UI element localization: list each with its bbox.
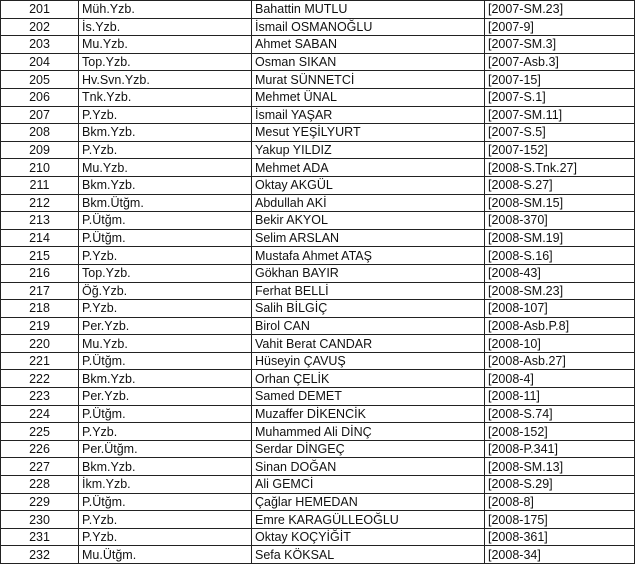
table-row — [1, 528, 635, 546]
reference-code-cell: [2008-S.29] — [485, 476, 635, 494]
reference-code-cell: [2008-43] — [485, 264, 635, 282]
row-number-cell: 223 — [1, 388, 79, 406]
table-row — [1, 1, 635, 19]
rank-cell: P.Yzb. — [79, 528, 252, 546]
reference-code-cell: [2008-Asb.27] — [485, 352, 635, 370]
reference-code-cell: [2007-SM.11] — [485, 106, 635, 124]
person-name-cell: Emre KARAGÜLLEOĞLU — [252, 511, 485, 529]
person-name-cell: Ferhat BELLİ — [252, 282, 485, 300]
person-name-cell: Salih BİLGİÇ — [252, 300, 485, 318]
person-name-cell: Bekir AKYOL — [252, 212, 485, 230]
reference-code-cell: [2008-Asb.P.8] — [485, 317, 635, 335]
row-number-cell: 221 — [1, 352, 79, 370]
reference-code-cell: [2008-34] — [485, 546, 635, 564]
rank-cell: Bkm.Ütğm. — [79, 194, 252, 212]
rank-cell: Bkm.Yzb. — [79, 370, 252, 388]
table-row — [1, 229, 635, 247]
reference-code-cell: [2007-15] — [485, 71, 635, 89]
rank-cell: P.Ütğm. — [79, 405, 252, 423]
table-row — [1, 194, 635, 212]
reference-code-cell: [2008-P.341] — [485, 440, 635, 458]
reference-code-cell: [2008-152] — [485, 423, 635, 441]
table-row — [1, 212, 635, 230]
person-name-cell: Samed DEMET — [252, 388, 485, 406]
table-row — [1, 141, 635, 159]
table-row — [1, 18, 635, 36]
reference-code-cell: [2008-S.Tnk.27] — [485, 159, 635, 177]
person-name-cell: Ahmet SABAN — [252, 36, 485, 54]
rank-cell: Tnk.Yzb. — [79, 88, 252, 106]
reference-code-cell: [2007-SM.3] — [485, 36, 635, 54]
table-row — [1, 36, 635, 54]
person-name-cell: İsmail OSMANOĞLU — [252, 18, 485, 36]
row-number-cell: 230 — [1, 511, 79, 529]
table-row — [1, 176, 635, 194]
table-row — [1, 317, 635, 335]
row-number-cell: 219 — [1, 317, 79, 335]
table-row — [1, 264, 635, 282]
rank-cell: Hv.Svn.Yzb. — [79, 71, 252, 89]
table-row — [1, 53, 635, 71]
person-name-cell: Çağlar HEMEDAN — [252, 493, 485, 511]
reference-code-cell: [2008-S.27] — [485, 176, 635, 194]
reference-code-cell: [2007-9] — [485, 18, 635, 36]
person-name-cell: Hüseyin ÇAVUŞ — [252, 352, 485, 370]
reference-code-cell: [2008-175] — [485, 511, 635, 529]
row-number-cell: 216 — [1, 264, 79, 282]
reference-code-cell: [2008-10] — [485, 335, 635, 353]
row-number-cell: 206 — [1, 88, 79, 106]
table-row — [1, 511, 635, 529]
row-number-cell: 224 — [1, 405, 79, 423]
row-number-cell: 231 — [1, 528, 79, 546]
row-number-cell: 225 — [1, 423, 79, 441]
person-name-cell: Birol CAN — [252, 317, 485, 335]
rank-cell: P.Ütğm. — [79, 493, 252, 511]
row-number-cell: 209 — [1, 141, 79, 159]
table-row — [1, 282, 635, 300]
table-row — [1, 71, 635, 89]
person-name-cell: Serdar DİNGEÇ — [252, 440, 485, 458]
reference-code-cell: [2008-S.74] — [485, 405, 635, 423]
person-name-cell: İsmail YAŞAR — [252, 106, 485, 124]
row-number-cell: 212 — [1, 194, 79, 212]
reference-code-cell: [2008-361] — [485, 528, 635, 546]
table-row — [1, 247, 635, 265]
reference-code-cell: [2007-SM.23] — [485, 1, 635, 19]
rank-cell: P.Ütğm. — [79, 229, 252, 247]
rank-cell: Per.Yzb. — [79, 388, 252, 406]
reference-code-cell: [2008-8] — [485, 493, 635, 511]
rank-cell: Per.Ütğm. — [79, 440, 252, 458]
table-row — [1, 88, 635, 106]
row-number-cell: 222 — [1, 370, 79, 388]
table-row — [1, 476, 635, 494]
rank-cell: P.Yzb. — [79, 106, 252, 124]
person-name-cell: Bahattin MUTLU — [252, 1, 485, 19]
rank-cell: Bkm.Yzb. — [79, 458, 252, 476]
reference-code-cell: [2008-SM.23] — [485, 282, 635, 300]
reference-code-cell: [2008-11] — [485, 388, 635, 406]
row-number-cell: 213 — [1, 212, 79, 230]
person-name-cell: Mehmet ADA — [252, 159, 485, 177]
person-name-cell: Vahit Berat CANDAR — [252, 335, 485, 353]
person-name-cell: Yakup YILDIZ — [252, 141, 485, 159]
row-number-cell: 220 — [1, 335, 79, 353]
table-row — [1, 405, 635, 423]
personnel-table-body — [1, 1, 635, 564]
table-row — [1, 300, 635, 318]
rank-cell: P.Yzb. — [79, 300, 252, 318]
row-number-cell: 214 — [1, 229, 79, 247]
person-name-cell: Ali GEMCİ — [252, 476, 485, 494]
rank-cell: P.Yzb. — [79, 511, 252, 529]
reference-code-cell: [2008-SM.19] — [485, 229, 635, 247]
row-number-cell: 204 — [1, 53, 79, 71]
table-row — [1, 159, 635, 177]
person-name-cell: Mehmet ÜNAL — [252, 88, 485, 106]
row-number-cell: 228 — [1, 476, 79, 494]
rank-cell: İkm.Yzb. — [79, 476, 252, 494]
person-name-cell: Muhammed Ali DİNÇ — [252, 423, 485, 441]
person-name-cell: Mustafa Ahmet ATAŞ — [252, 247, 485, 265]
person-name-cell: Mesut YEŞİLYURT — [252, 124, 485, 142]
rank-cell: Müh.Yzb. — [79, 1, 252, 19]
reference-code-cell: [2007-S.1] — [485, 88, 635, 106]
reference-code-cell: [2008-S.16] — [485, 247, 635, 265]
rank-cell: Mu.Ütğm. — [79, 546, 252, 564]
row-number-cell: 215 — [1, 247, 79, 265]
person-name-cell: Orhan ÇELİK — [252, 370, 485, 388]
person-name-cell: Oktay AKGÜL — [252, 176, 485, 194]
table-row — [1, 493, 635, 511]
person-name-cell: Murat SÜNNETCİ — [252, 71, 485, 89]
person-name-cell: Osman SIKAN — [252, 53, 485, 71]
row-number-cell: 203 — [1, 36, 79, 54]
row-number-cell: 217 — [1, 282, 79, 300]
table-row — [1, 335, 635, 353]
reference-code-cell: [2008-370] — [485, 212, 635, 230]
row-number-cell: 205 — [1, 71, 79, 89]
person-name-cell: Gökhan BAYIR — [252, 264, 485, 282]
table-row — [1, 423, 635, 441]
rank-cell: Mu.Yzb. — [79, 36, 252, 54]
row-number-cell: 201 — [1, 1, 79, 19]
row-number-cell: 218 — [1, 300, 79, 318]
table-row — [1, 352, 635, 370]
reference-code-cell: [2007-Asb.3] — [485, 53, 635, 71]
rank-cell: P.Ütğm. — [79, 212, 252, 230]
reference-code-cell: [2008-SM.13] — [485, 458, 635, 476]
person-name-cell: Sinan DOĞAN — [252, 458, 485, 476]
reference-code-cell: [2007-152] — [485, 141, 635, 159]
rank-cell: Mu.Yzb. — [79, 159, 252, 177]
row-number-cell: 232 — [1, 546, 79, 564]
table-row — [1, 124, 635, 142]
row-number-cell: 202 — [1, 18, 79, 36]
table-row — [1, 546, 635, 564]
rank-cell: P.Ütğm. — [79, 352, 252, 370]
row-number-cell: 227 — [1, 458, 79, 476]
rank-cell: P.Yzb. — [79, 423, 252, 441]
row-number-cell: 229 — [1, 493, 79, 511]
person-name-cell: Muzaffer DİKENCİK — [252, 405, 485, 423]
table-row — [1, 370, 635, 388]
rank-cell: P.Yzb. — [79, 141, 252, 159]
rank-cell: Top.Yzb. — [79, 53, 252, 71]
table-row — [1, 440, 635, 458]
rank-cell: Öğ.Yzb. — [79, 282, 252, 300]
reference-code-cell: [2008-SM.15] — [485, 194, 635, 212]
reference-code-cell: [2008-107] — [485, 300, 635, 318]
row-number-cell: 226 — [1, 440, 79, 458]
table-row — [1, 106, 635, 124]
row-number-cell: 207 — [1, 106, 79, 124]
person-name-cell: Oktay KOÇYİĞİT — [252, 528, 485, 546]
person-name-cell: Sefa KÖKSAL — [252, 546, 485, 564]
person-name-cell: Abdullah AKİ — [252, 194, 485, 212]
table-row — [1, 458, 635, 476]
reference-code-cell: [2008-4] — [485, 370, 635, 388]
rank-cell: P.Yzb. — [79, 247, 252, 265]
rank-cell: Top.Yzb. — [79, 264, 252, 282]
rank-cell: Bkm.Yzb. — [79, 176, 252, 194]
row-number-cell: 211 — [1, 176, 79, 194]
rank-cell: İs.Yzb. — [79, 18, 252, 36]
rank-cell: Bkm.Yzb. — [79, 124, 252, 142]
row-number-cell: 210 — [1, 159, 79, 177]
rank-cell: Mu.Yzb. — [79, 335, 252, 353]
row-number-cell: 208 — [1, 124, 79, 142]
rank-cell: Per.Yzb. — [79, 317, 252, 335]
reference-code-cell: [2007-S.5] — [485, 124, 635, 142]
person-name-cell: Selim ARSLAN — [252, 229, 485, 247]
table-row — [1, 388, 635, 406]
